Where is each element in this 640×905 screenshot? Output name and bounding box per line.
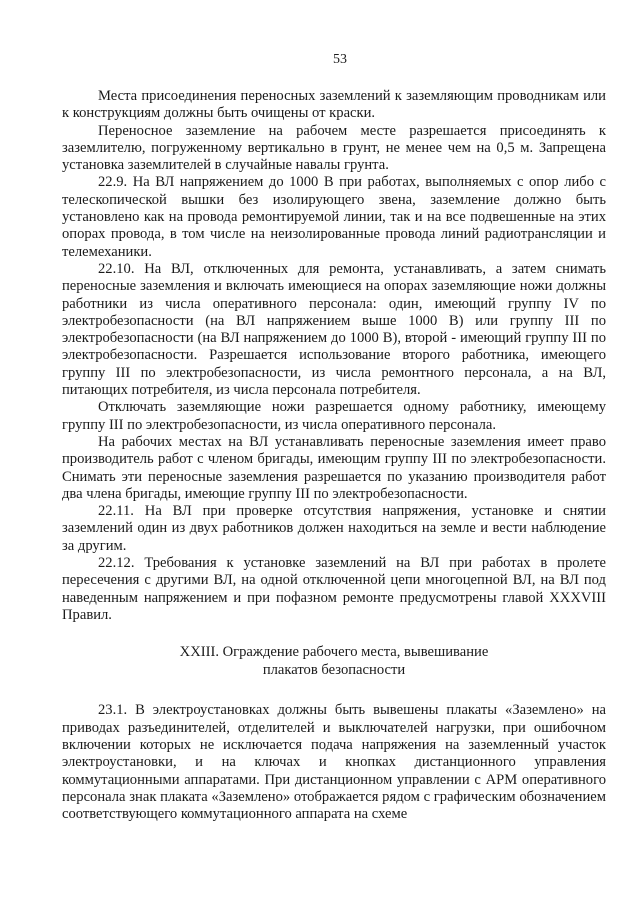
paragraph: 22.9. На ВЛ напряжением до 1000 В при работах, выполняемых с опор либо с телескопической вышки без изолирующего звена, заземление должно быть установлено как на провода ремонтируемой линии, так и на все подвешенные на этих опорах провода, в том числе на неизолированные провода линий радиотрансляции и телемеханики. [62,174,606,260]
section-heading-line: XXIII. Ограждение рабочего места, вывешивание [179,644,489,661]
section-heading [62,644,606,679]
paragraph: Переносное заземление на рабочем месте разрешается присоединять к заземлителю, погруженному вертикально в грунт, не менее чем на 0,5 м. Запрещена установка заземлителей в случайные навалы грунта. [62,122,606,174]
paragraph: 23.1. В электроустановках должны быть вывешены плакаты «Заземлено» на приводах разъединителей, отделителей и выключателей нагрузки, при ошибочном включении которых не исключается подача напряжения на заземленный участок электроустановки, и на ключах и кнопках дистанционного управления коммутационными аппаратами. При дистанционном управлении с АРМ оперативного персонала знак плаката «Заземлено» отображается рядом с графическим обозначением соответствующего коммутационного аппарата на схеме [62,702,606,823]
paragraph: 22.10. На ВЛ, отключенных для ремонта, устанавливать, а затем снимать переносные заземления и включать имеющиеся на опорах заземляющие ножи должны работники из числа оперативного персонала: один, имеющий группу IV по электробезопасности (на ВЛ напряжением выше 1000 В) или группу III по электробезопасности (на ВЛ напряжением до 1000 В), второй - имеющий группу III по электробезопасности. Разрешается использование второго работника, имеющего группу III по электробезопасности, из числа ремонтного персонала, а на ВЛ, питающих потребителя, из числа персонала потребителя. [62,260,606,399]
section-heading-line: плакатов безопасности [262,661,406,678]
paragraph: На рабочих местах на ВЛ устанавливать переносные заземления имеет право производитель работ с членом бригады, имеющим группу III по электробезопасности. Снимать эти переносные заземления разрешается по указанию производителя работ два члена бригады, имеющие группу III по электробезопасности. [62,433,606,502]
page-number: 53 [333,52,347,67]
paragraph: Места присоединения переносных заземлений к заземляющим проводникам или к конструкциям должны быть очищены от краски. [62,88,606,122]
paragraph: 22.11. На ВЛ при проверке отсутствия напряжения, установке и снятии заземлений один из двух работников должен находиться на земле и вести наблюдение за другим. [62,503,606,554]
document-body [62,88,606,823]
paragraph: Отключать заземляющие ножи разрешается одному работнику, имеющему группу III по электробезопасности, из числа оперативного персонала. [62,399,606,433]
paragraph: 22.12. Требования к установке заземлений на ВЛ при работах в пролете пересечения с другими ВЛ, на одной отключенной цепи многоцепной ВЛ, на ВЛ под наведенным напряжением и при пофазном ремонте предусмотрены главой XXXVIII Правил. [62,555,606,623]
